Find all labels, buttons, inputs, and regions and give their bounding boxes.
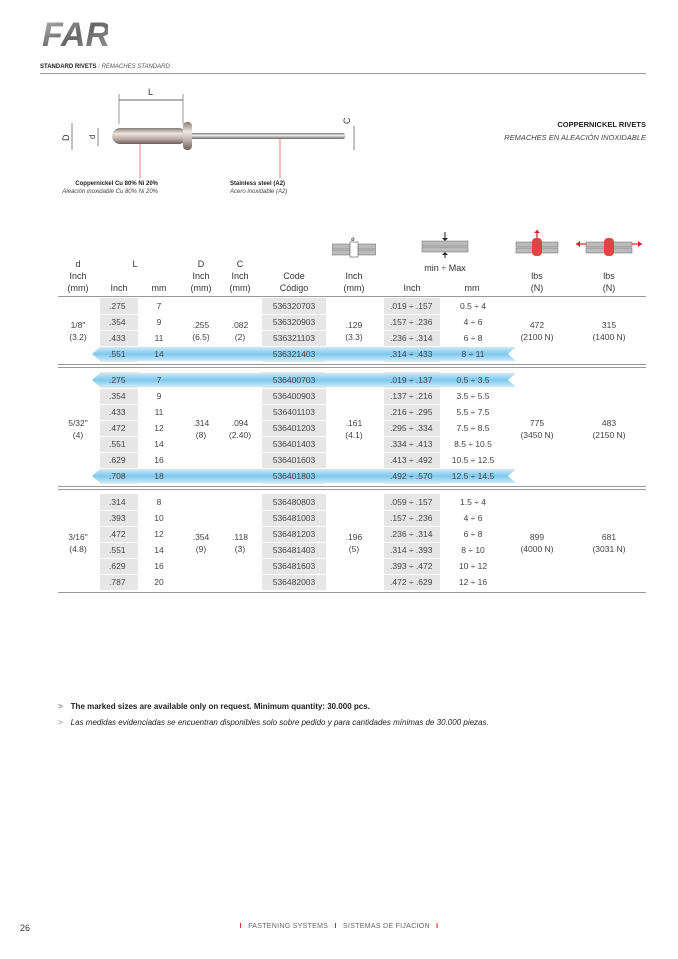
cell-L-mm: 10 [154, 513, 164, 523]
note-marker-en: > [58, 702, 63, 711]
cell-grip-mm: 1.5 ÷ 4 [460, 497, 486, 507]
row-sep [262, 574, 326, 575]
footer-sep-2: I [334, 923, 337, 930]
row-sep [100, 346, 138, 347]
cell-grip-mm: 10 ÷ 12 [458, 561, 488, 571]
cell-grip-inch: .157 ÷ .236 [390, 317, 433, 327]
cell-grip-inch: .236 ÷ .314 [390, 333, 433, 343]
tensile-strength-icon [576, 230, 642, 258]
cell-code: 536401603 [272, 455, 316, 465]
cell-L-mm: 7 [156, 375, 162, 385]
cell-hole-top: .161 [345, 418, 363, 428]
cell-L-mm: 14 [154, 349, 164, 359]
row-sep [262, 388, 326, 389]
cell-D-top: .255 [192, 320, 210, 330]
cell-code: 536401203 [272, 423, 316, 433]
footer [0, 923, 678, 930]
cell-hole-bottom: (4.1) [345, 430, 363, 440]
cell-L-inch: .551 [109, 349, 126, 359]
cell-L-inch: .314 [109, 497, 126, 507]
header-L [120, 258, 150, 270]
cell-grip-mm: 10.5 ÷ 12.5 [451, 455, 495, 465]
section-title-es: REMACHES STANDARD [101, 64, 170, 70]
cell-grip-inch: .413 ÷ .492 [390, 455, 433, 465]
note-en [58, 702, 370, 711]
cell-grip-inch: .236 ÷ .314 [390, 529, 433, 539]
row-sep [384, 468, 440, 469]
cell-L-mm: 12 [154, 423, 164, 433]
footer-sep-1: I [239, 923, 242, 930]
header-shear [514, 270, 560, 294]
cell-L-mm: 16 [154, 561, 164, 571]
cell-grip-mm: 3.5 ÷ 5.5 [456, 391, 490, 401]
header-C-unit: Inch [231, 271, 249, 281]
cell-code: 536482003 [272, 577, 316, 587]
row-sep [384, 330, 440, 331]
row-sep [262, 404, 326, 405]
row-sep [384, 436, 440, 437]
cell-hole-bottom: (3.3) [345, 332, 363, 342]
row-sep [100, 526, 138, 527]
cell-L-mm: 9 [156, 317, 162, 327]
cell-grip-inch: .137 ÷ .216 [390, 391, 433, 401]
cell-grip-inch: .334 ÷ .413 [390, 439, 433, 449]
note-en-text: The marked sizes are available only on request. Minimum quantity: 30.000 pcs. [70, 702, 370, 711]
cell-tensile-top: 315 [601, 320, 617, 330]
cell-D-bottom: (9) [195, 544, 207, 554]
material-right-es: Acero inoxidable (A2) [230, 189, 288, 195]
group-rule-double [58, 489, 646, 490]
cell-L-mm: 7 [156, 301, 162, 311]
row-sep [100, 314, 138, 315]
dim-label-L: L [148, 87, 154, 97]
cell-code: 536400703 [272, 375, 316, 385]
material-right-en: Stainless steel (A2) [230, 181, 286, 187]
header-C-title: C [236, 259, 244, 269]
header-C [220, 258, 260, 294]
product-title-es: REMACHES EN ALEACIÓN INOXIDABLE [504, 133, 646, 142]
row-sep [262, 542, 326, 543]
header-hole-mm: (mm) [343, 283, 365, 293]
cell-L-inch: .354 [109, 391, 126, 401]
cell-d-top: 3/16" [68, 532, 88, 542]
cell-L-inch: .629 [109, 455, 126, 465]
header-hole-unit: Inch [345, 271, 363, 281]
cell-shear-bottom: (2100 N) [520, 332, 554, 342]
cell-C-top: .118 [232, 532, 248, 542]
row-sep [384, 574, 440, 575]
cell-L-mm: 11 [154, 333, 164, 343]
cell-L-mm: 14 [154, 439, 164, 449]
cell-L-mm: 16 [154, 455, 164, 465]
cell-code: 536481203 [272, 529, 316, 539]
row-sep [100, 574, 138, 575]
cell-grip-inch: .216 ÷ .295 [390, 407, 433, 417]
product-title [504, 118, 646, 144]
header-d-title: d [75, 259, 81, 269]
cell-grip-mm: 5.5 ÷ 7.5 [456, 407, 490, 417]
cell-grip-inch: .393 ÷ .472 [390, 561, 433, 571]
cell-D-bottom: (6.5) [192, 332, 210, 342]
header-tensile-lbs: lbs [603, 271, 615, 281]
cell-tensile-top: 681 [601, 532, 617, 542]
cell-code: 536321103 [273, 333, 315, 343]
cell-d-bottom: (4) [72, 430, 84, 440]
cell-d-top: 5/32" [68, 418, 88, 428]
cell-L-mm: 14 [154, 545, 164, 555]
row-sep [384, 452, 440, 453]
cell-code: 536401103 [273, 407, 315, 417]
row-sep [262, 510, 326, 511]
top-divider [40, 73, 646, 74]
cell-tensile-bottom: (2150 N) [592, 430, 626, 440]
header-d-mm: (mm) [67, 283, 89, 293]
group-rule [58, 364, 646, 365]
row-sep [384, 542, 440, 543]
header-tensile-n: (N) [602, 283, 616, 293]
cell-D-top: .354 [192, 532, 210, 542]
cell-L-inch: .275 [109, 301, 126, 311]
cell-C-bottom: (3) [234, 544, 246, 554]
header-grip: min ÷ Max [424, 263, 466, 273]
row-sep [262, 420, 326, 421]
cell-grip-inch: .157 ÷ .236 [390, 513, 433, 523]
header-hole [332, 270, 376, 294]
header-C-mm: (mm) [229, 283, 251, 293]
header-d [58, 258, 98, 294]
page-number: 26 [20, 923, 31, 933]
cell-grip-mm: 0.5 ÷ 4 [460, 301, 486, 311]
cell-code: 536401403 [272, 439, 316, 449]
row-sep [262, 468, 326, 469]
cell-grip-mm: 6 ÷ 8 [463, 529, 483, 539]
cell-D-top: .314 [192, 418, 210, 428]
row-sep [384, 388, 440, 389]
footer-sep-3: I [436, 923, 439, 930]
row-sep [384, 314, 440, 315]
row-sep [262, 452, 326, 453]
group-rule [58, 592, 646, 593]
header-D [181, 258, 221, 294]
cell-L-inch: .472 [109, 423, 126, 433]
cell-L-inch: .433 [109, 333, 126, 343]
cell-C-top: .094 [231, 418, 249, 428]
cell-code: 536400903 [272, 391, 316, 401]
cell-code: 536481003 [272, 513, 316, 523]
header-D-title: D [197, 259, 205, 269]
header-shear-lbs: lbs [531, 271, 543, 281]
row-sep [100, 388, 138, 389]
cell-shear-bottom: (4000 N) [520, 544, 554, 554]
cell-tensile-bottom: (1400 N) [592, 332, 626, 342]
cell-L-mm: 11 [154, 407, 164, 417]
row-sep [100, 558, 138, 559]
cell-grip-inch: .295 ÷ .334 [390, 423, 433, 433]
row-sep [100, 542, 138, 543]
cell-grip-mm: 6 ÷ 8 [463, 333, 483, 343]
header-rule [58, 296, 646, 297]
cell-code: 536480803 [272, 497, 316, 507]
header-L-inch: Inch [110, 283, 128, 293]
cell-L-inch: .551 [109, 545, 126, 555]
cell-grip-mm: 8.5 ÷ 10.5 [454, 439, 492, 449]
header-L-title: L [132, 259, 138, 269]
hole-diameter-icon [332, 236, 376, 262]
cell-d-bottom: (4.8) [69, 544, 87, 554]
product-title-en: COPPERNICKEL RIVETS [557, 120, 646, 129]
cell-code: 536401803 [272, 471, 316, 481]
cell-grip-inch: .472 ÷ .629 [390, 577, 433, 587]
cell-L-inch: .787 [109, 577, 126, 587]
cell-code: 536481603 [272, 561, 316, 571]
row-sep [262, 526, 326, 527]
row-sep [262, 346, 326, 347]
cell-shear-top: 472 [529, 320, 545, 330]
footer-right: SISTEMAS DE FIJACION [343, 923, 430, 930]
cell-L-inch: .433 [109, 407, 126, 417]
row-sep [100, 330, 138, 331]
cell-grip-inch: .314 ÷ .393 [390, 545, 433, 555]
row-sep [100, 510, 138, 511]
cell-L-mm: 9 [156, 391, 162, 401]
cell-L-mm: 18 [154, 471, 164, 481]
cell-grip-inch: .019 ÷ .157 [390, 301, 433, 311]
row-sep [384, 346, 440, 347]
row-sep [262, 436, 326, 437]
row-sep [262, 558, 326, 559]
cell-grip-mm: 8 ÷ 10 [461, 545, 485, 555]
group-rule [58, 486, 646, 487]
cell-grip-mm: 8 ÷ 11 [461, 349, 485, 359]
row-sep [384, 404, 440, 405]
note-es-text: Las medidas evidenciadas se encuentran disponibles solo sobre pedido y para cantidades mínimas de 30.000 piezas. [70, 718, 489, 727]
header-code-es: Código [279, 283, 309, 293]
cell-grip-inch: .059 ÷ .157 [390, 497, 433, 507]
header-D-unit: Inch [192, 271, 210, 281]
dim-label-d: d [88, 134, 97, 139]
phi-label: ø [351, 237, 355, 243]
row-sep [384, 510, 440, 511]
note-marker-es: > [58, 718, 63, 727]
header-code-en: Code [283, 271, 305, 281]
header-shear-n: (N) [530, 283, 544, 293]
cell-hole-top: .129 [345, 320, 363, 330]
section-label: STANDARD RIVETS / REMACHES STANDARD [40, 64, 170, 70]
material-right [230, 180, 287, 196]
cell-L-mm: 12 [154, 529, 164, 539]
cell-grip-inch: .019 ÷ .137 [390, 375, 433, 385]
note-es [58, 718, 489, 727]
svg-text:FAR: FAR [42, 16, 108, 52]
cell-tensile-bottom: (3031 N) [592, 544, 626, 554]
cell-L-inch: .354 [109, 317, 126, 327]
cell-grip-mm: 12 ÷ 16 [458, 577, 488, 587]
cell-d-bottom: (3.2) [69, 332, 87, 342]
row-sep [100, 452, 138, 453]
header-code [262, 270, 326, 294]
cell-L-inch: .708 [109, 471, 126, 481]
cell-grip-mm: 4 ÷ 6 [463, 317, 483, 327]
cell-grip-mm: 0.5 ÷ 3.5 [456, 375, 490, 385]
shear-strength-icon [514, 230, 560, 258]
cell-code: 536481403 [272, 545, 316, 555]
material-left-es: Aleación inoxidable Cu 80% Ni 20% [62, 189, 158, 195]
row-sep [100, 404, 138, 405]
row-sep [100, 436, 138, 437]
header-d-unit: Inch [69, 271, 87, 281]
material-left [40, 180, 158, 196]
material-left-en: Coppernickel Cu 80% Ni 20% [75, 181, 158, 187]
cell-code: 536321403 [272, 349, 316, 359]
dim-label-C: C [342, 117, 352, 124]
row-sep [262, 314, 326, 315]
header-grip-inch: Inch [403, 283, 421, 293]
cell-code: 536320703 [272, 301, 316, 311]
footer-left: FASTENING SYSTEMS [248, 923, 329, 930]
dim-label-D: D [61, 134, 71, 141]
cell-L-inch: .472 [109, 529, 126, 539]
cell-L-inch: .629 [109, 561, 126, 571]
row-sep [384, 420, 440, 421]
far-logo-graphic [40, 14, 108, 52]
section-title: STANDARD RIVETS [40, 64, 97, 70]
row-sep [384, 558, 440, 559]
cell-tensile-top: 483 [601, 418, 617, 428]
cell-L-inch: .551 [109, 439, 126, 449]
cell-grip-inch: .492 ÷ .570 [390, 471, 433, 481]
row-sep [384, 526, 440, 527]
cell-L-inch: .393 [109, 513, 126, 523]
cell-hole-bottom: (5) [348, 544, 360, 554]
cell-d-top: 1/8" [70, 320, 86, 330]
cell-L-mm: 8 [156, 497, 162, 507]
header-tensile [586, 270, 632, 294]
cell-C-top: .082 [231, 320, 249, 330]
header-grip-mm: mm [464, 283, 480, 293]
cell-hole-top: .196 [345, 532, 363, 542]
cell-grip-mm: 7.5 ÷ 8.5 [456, 423, 490, 433]
cell-C-bottom: (2.40) [228, 430, 252, 440]
cell-code: 536320903 [272, 317, 316, 327]
cell-L-inch: .275 [109, 375, 126, 385]
row-sep [100, 420, 138, 421]
far-logo [40, 14, 108, 52]
cell-C-bottom: (2) [234, 332, 246, 342]
cell-D-bottom: (8) [195, 430, 207, 440]
cell-grip-inch: .314 ÷ .433 [390, 349, 433, 359]
group-rule-double [58, 367, 646, 368]
cell-L-mm: 20 [154, 577, 164, 587]
cell-shear-top: 775 [529, 418, 545, 428]
cell-grip-mm: 12.5 ÷ 14.5 [451, 471, 495, 481]
cell-shear-bottom: (3450 N) [520, 430, 554, 440]
cell-shear-top: 899 [529, 532, 545, 542]
header-D-mm: (mm) [190, 283, 212, 293]
cell-grip-mm: 4 ÷ 6 [463, 513, 483, 523]
grip-range-icon [420, 232, 470, 258]
row-sep [100, 468, 138, 469]
header-L-mm: mm [151, 283, 167, 293]
row-sep [262, 330, 326, 331]
